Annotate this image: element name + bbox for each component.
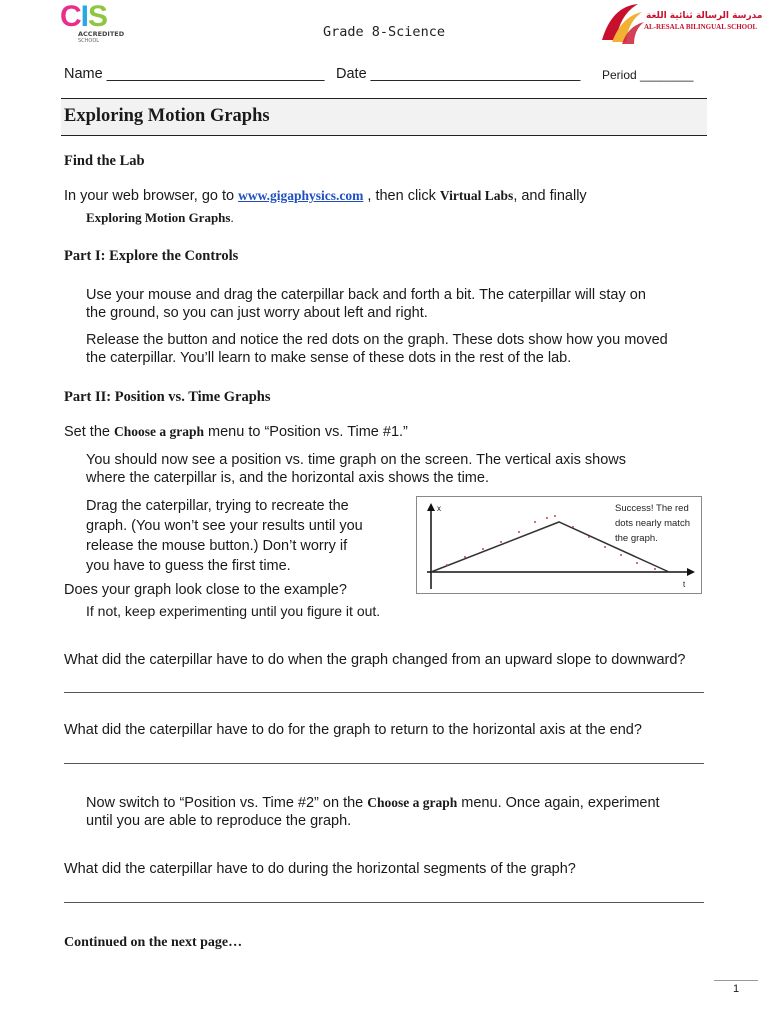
graph-note-line-3: the graph. — [615, 533, 658, 544]
lab-name-period: . — [230, 210, 234, 225]
drag-line-2: graph. (You won’t see your results until you — [86, 518, 363, 534]
cis-accredited-text: ACCREDITED — [78, 30, 125, 38]
school-emblem-icon — [598, 0, 646, 48]
answer-line-1[interactable] — [64, 692, 704, 693]
switch-instruction-line-2: until you are able to reproduce the graph. — [86, 813, 352, 829]
set-after: menu to “Position vs. Time #1.” — [204, 424, 408, 440]
set-menu-instruction — [64, 423, 408, 441]
lab-name-line — [86, 209, 234, 227]
cis-letter-c: C — [60, 0, 81, 33]
find-lab-text-middle: , then click — [363, 188, 440, 204]
part1-paragraph-2-line-1: Release the button and notice the red dots on the graph. These dots show how you moved — [86, 332, 668, 348]
find-lab-text-before: In your web browser, go to — [64, 188, 239, 204]
header-title: Grade 8-Science — [323, 24, 445, 40]
choose-graph-menu-name-2: Choose a graph — [367, 795, 458, 810]
if-not-experiment: If not, keep experimenting until you figure it out. — [86, 603, 381, 619]
example-motion-graph — [416, 496, 702, 594]
school-name-arabic: مدرسة الرسالة ثنائية اللغة — [646, 11, 763, 21]
find-lab-text-after: , and finally — [513, 188, 587, 204]
find-lab-instructions — [64, 187, 587, 205]
drag-line-4: you have to guess the first time. — [86, 558, 291, 574]
drag-line-1: Drag the caterpillar, trying to recreate the — [86, 498, 349, 514]
name-field[interactable]: Name ___________________________ — [64, 66, 325, 82]
see-graph-line-2: where the caterpillar is, and the horizontal axis shows the time. — [86, 470, 489, 486]
switch-before: Now switch to “Position vs. Time #2” on the — [86, 795, 368, 811]
question-1: What did the caterpillar have to do when the graph changed from an upward slope to downward? — [64, 652, 686, 668]
continued-next-page: Continued on the next page… — [64, 935, 243, 950]
drag-line-3: release the mouse button.) Don’t worry if — [86, 538, 348, 554]
page-title: Exploring Motion Graphs — [64, 106, 270, 126]
find-lab-heading: Find the Lab — [64, 153, 145, 169]
see-graph-line-1: You should now see a position vs. time graph on the screen. The vertical axis shows — [86, 452, 627, 468]
cis-letter-i: I — [80, 0, 89, 33]
part1-heading: Part I: Explore the Controls — [64, 248, 239, 264]
part1-paragraph-1-line-1: Use your mouse and drag the caterpillar back and forth a bit. The caterpillar will stay on — [86, 287, 646, 303]
date-field[interactable]: Date __________________________ — [336, 66, 581, 82]
switch-instruction-line-1 — [86, 794, 660, 812]
graph-x-axis-label: t — [683, 580, 686, 589]
part2-heading: Part II: Position vs. Time Graphs — [64, 389, 271, 405]
cis-school-text: SCHOOL — [78, 38, 100, 44]
choose-graph-menu-name: Choose a graph — [113, 424, 204, 439]
graph-success-note — [615, 501, 699, 546]
question-2: What did the caterpillar have to do for the graph to return to the horizontal axis at the end? — [64, 722, 642, 738]
virtual-labs-text: Virtual Labs — [439, 188, 514, 203]
answer-line-2[interactable] — [64, 763, 704, 764]
page-number: 1 — [733, 983, 740, 995]
graph-y-axis-label: x — [437, 504, 441, 513]
set-before: Set the — [64, 424, 114, 440]
period-field[interactable]: Period ________ — [602, 68, 694, 82]
graph-x-arrow — [687, 568, 695, 576]
cis-letter-s: S — [88, 0, 108, 33]
part1-paragraph-1-line-2: the ground, so you can just worry about left and right. — [86, 305, 428, 321]
does-graph-look-close: Does your graph look close to the example? — [64, 582, 347, 598]
school-name-english: AL-RESALA BILINGUAL SCHOOL — [644, 23, 758, 31]
gigaphysics-link[interactable]: www.gigaphysics.com — [238, 188, 364, 203]
part1-paragraph-2-line-2: the caterpillar. You’ll learn to make sense of these dots in the rest of the lab. — [86, 350, 572, 366]
answer-line-3[interactable] — [64, 902, 704, 903]
switch-after: menu. Once again, experiment — [457, 795, 660, 811]
lab-name: Exploring Motion Graphs — [86, 210, 231, 225]
graph-y-arrow — [427, 503, 435, 511]
footer-rule — [714, 980, 758, 981]
school-logo — [598, 0, 763, 48]
graph-note-line-1: Success! The red — [615, 503, 689, 514]
question-3: What did the caterpillar have to do during the horizontal segments of the graph? — [64, 861, 576, 877]
title-banner — [61, 98, 707, 136]
graph-note-line-2: dots nearly match — [615, 518, 690, 529]
